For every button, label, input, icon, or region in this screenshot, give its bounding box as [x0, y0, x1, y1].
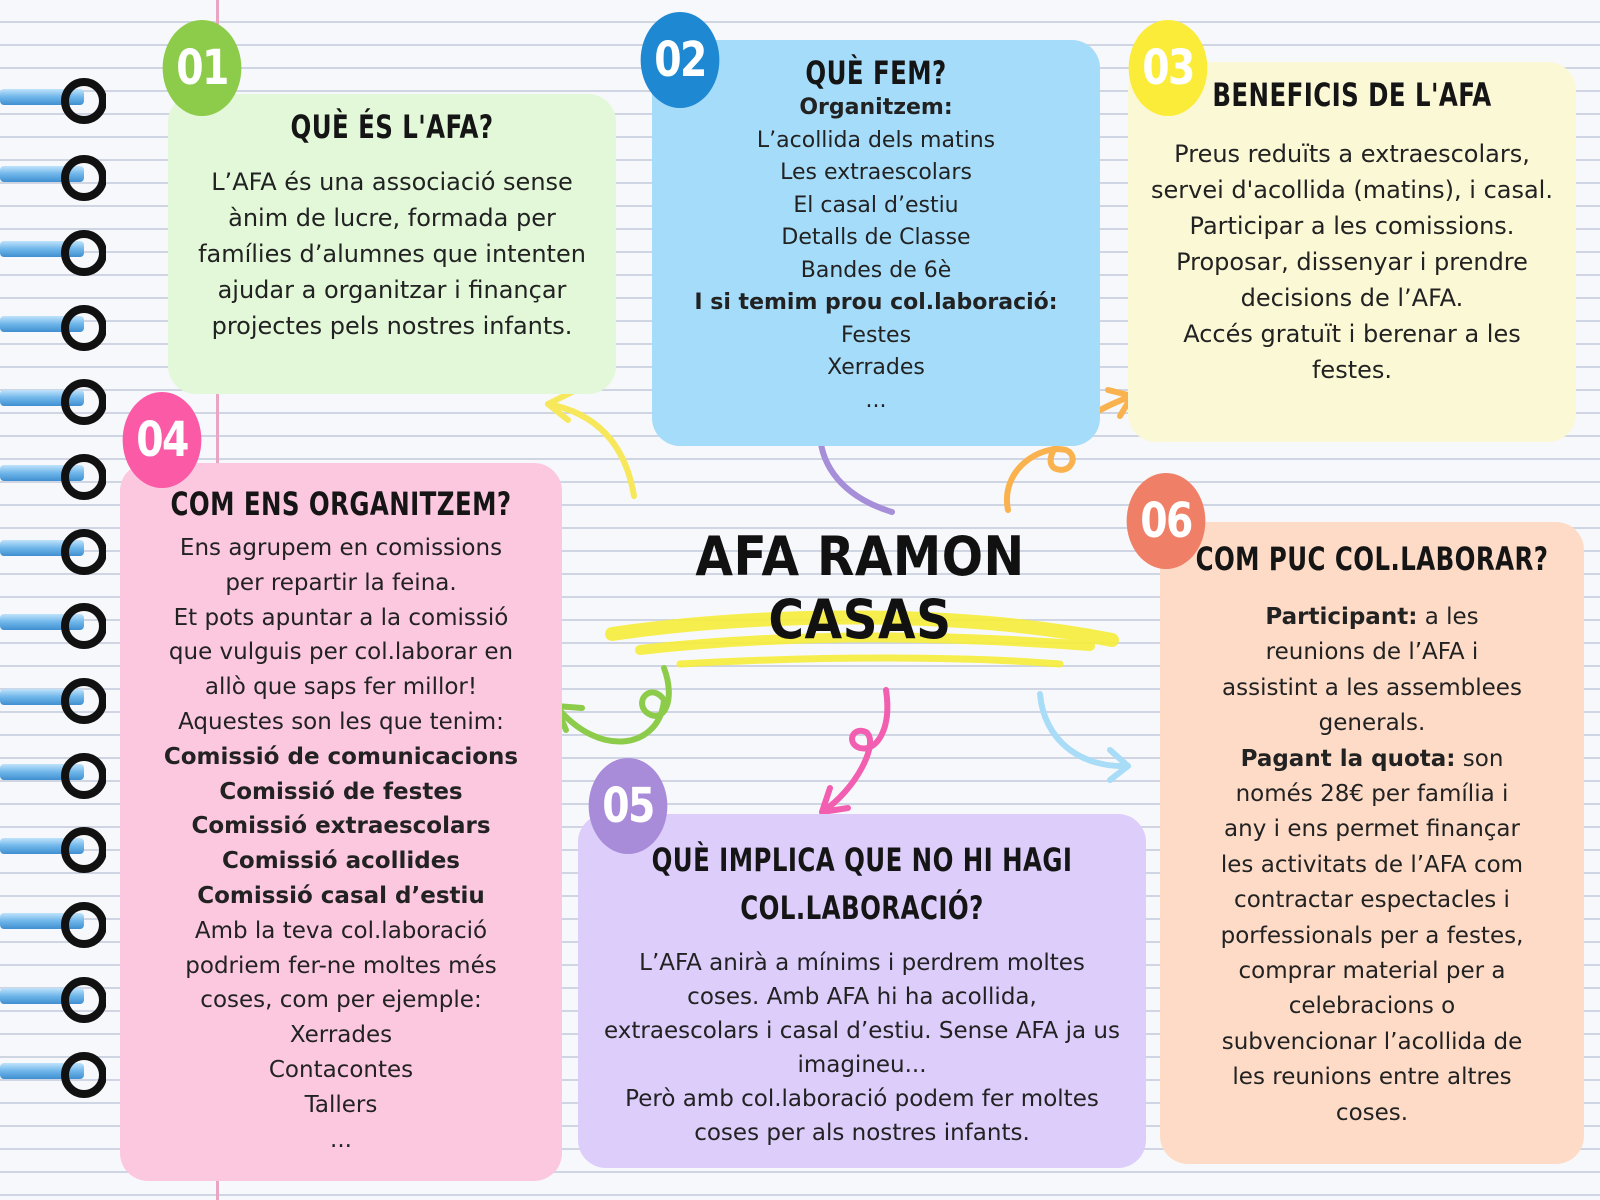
section-03-line: Preus reduïts a extraescolars,: [1174, 140, 1530, 168]
section-02-card: [652, 40, 1100, 446]
section-04-line: que vulguis per col.laborar en: [168, 639, 514, 666]
spiral-ring-icon: [0, 751, 106, 801]
section-05-line: L’AFA anirà a mínims i perdrem moltes: [639, 950, 1085, 976]
section-01-card: [168, 94, 616, 394]
section-02-title: QUÈ FEM?: [805, 54, 947, 92]
section-04-commission: Comissió acollides: [222, 848, 460, 875]
section-01-line: ànim de lucre, formada per: [228, 204, 556, 232]
section-03-line: Accés gratuït i berenar a les: [1183, 320, 1521, 348]
section-06-line: coses.: [1335, 1099, 1409, 1126]
section-03-body: [1128, 136, 1576, 388]
section-02-item: Les extraescolars: [780, 160, 972, 185]
section-01-body: [168, 164, 616, 344]
section-06-line: només 28€ per família i: [1235, 781, 1509, 808]
arrow-to-section-05: [822, 690, 887, 812]
section-03-line: decisions de l’AFA.: [1240, 284, 1464, 312]
section-05-title-line: COL.LABORACIÓ?: [740, 889, 984, 927]
section-05-line: imagineu...: [797, 1052, 927, 1078]
section-02-item: ...: [865, 387, 887, 413]
section-05-title-line: QUÈ IMPLICA QUE NO HI HAGI: [651, 841, 1073, 879]
section-01-line: famílies d’alumnes que intenten: [198, 240, 586, 268]
section-06-line: contractar espectacles i: [1234, 887, 1510, 914]
section-01-line: projectes pels nostres infants.: [211, 312, 573, 340]
section-01-line: ajudar a organitzar i finançar: [217, 276, 567, 304]
section-05-body: [578, 946, 1146, 1150]
section-06-line: comprar material per a: [1238, 958, 1506, 985]
spiral-ring-icon: [0, 676, 106, 726]
section-06-body: [1160, 600, 1584, 1131]
section-03-line: Participar a les comissions.: [1189, 212, 1515, 240]
section-06-line: reunions de l’AFA i: [1265, 639, 1479, 666]
section-06-line: generals.: [1318, 710, 1426, 737]
section-06-line: les reunions entre altres: [1232, 1064, 1512, 1091]
section-02-item: Festes: [840, 322, 912, 348]
spiral-ring-icon: [0, 377, 106, 427]
section-06-line: assistint a les assemblees: [1222, 674, 1522, 701]
section-01-title: QUÈ ÉS L'AFA?: [290, 108, 494, 146]
section-06-line: any i ens permet finançar: [1224, 816, 1520, 843]
section-02-item: Detalls de Classe: [781, 225, 971, 250]
section-04-line: Et pots apuntar a la comissió: [173, 604, 509, 631]
section-05-line: extraescolars i casal d’estiu. Sense AFA ja us: [604, 1018, 1120, 1044]
section-04-line: podriem fer-ne moltes més: [185, 952, 497, 979]
section-03-card: [1128, 62, 1576, 442]
section-04-line: Aquestes son les que tenim:: [178, 708, 504, 735]
spiral-ring-icon: [0, 527, 106, 577]
section-02-heading-organitzem: Organitzem:: [799, 95, 953, 120]
section-06-line: celebracions o: [1288, 993, 1456, 1020]
section-04-line: Amb la teva col.laboració: [194, 917, 488, 944]
section-03-number-badge: 03: [1129, 20, 1208, 116]
arrow-to-section-01: [548, 392, 634, 496]
main-title: AFA RAMON CASAS: [695, 525, 1025, 651]
section-04-line: Contacontes: [268, 1056, 414, 1083]
section-04-line: ...: [330, 1126, 352, 1153]
section-02-item: El casal d’estiu: [793, 192, 959, 218]
section-03-line: Proposar, dissenyar i prendre: [1176, 248, 1528, 276]
spiral-ring-icon: [0, 452, 106, 502]
section-04-body: [120, 531, 562, 1157]
spiral-ring-icon: [0, 303, 106, 353]
section-05-line: coses. Amb AFA hi ha acollida,: [687, 984, 1037, 1010]
section-03-line: servei d'acollida (matins), i casal.: [1151, 176, 1553, 204]
section-02-number-badge: 02: [641, 12, 720, 108]
section-05-line: Però amb col.laboració podem fer moltes: [625, 1086, 1099, 1112]
section-04-line: Tallers: [304, 1091, 378, 1118]
section-01-number-badge: 01: [163, 20, 242, 116]
section-04-commission: Comissió de comunicacions: [163, 743, 519, 770]
section-02-heading-collaboracio: I si temim prou col.laboració:: [694, 290, 1058, 315]
section-04-commission: Comissió de festes: [219, 778, 463, 805]
section-06-quota-line: Pagant la quota: son: [1240, 745, 1504, 772]
section-03-title: BENEFICIS DE L'AFA: [1212, 76, 1492, 114]
spiral-ring-icon: [0, 228, 106, 278]
spiral-ring-icon: [0, 1050, 106, 1100]
section-05-line: coses per als nostres infants.: [694, 1120, 1030, 1146]
section-06-participant-line: Participant: a les: [1265, 604, 1479, 630]
section-02-item: Xerrades: [827, 355, 925, 380]
section-06-title: COM PUC COL.LABORAR?: [1195, 540, 1549, 578]
section-04-card: [120, 463, 562, 1181]
section-04-commission: Comissió extraescolars: [191, 813, 491, 840]
spiral-ring-icon: [0, 153, 106, 203]
arrow-to-section-04: [556, 668, 669, 742]
section-06-card: [1160, 522, 1584, 1164]
section-04-line: coses, com per ejemple:: [200, 987, 482, 1014]
spiral-ring-icon: [0, 76, 106, 126]
section-05-card: [578, 814, 1146, 1168]
section-06-number-badge: 06: [1127, 473, 1206, 569]
section-04-line: allò que saps fer millor!: [204, 674, 478, 701]
section-02-item: L’acollida dels matins: [756, 127, 996, 153]
section-06-line: subvencionar l’acollida de: [1221, 1028, 1523, 1055]
spiral-ring-icon: [0, 825, 106, 875]
section-04-commission: Comissió casal d’estiu: [197, 882, 485, 909]
section-06-line: porfessionals per a festes,: [1220, 922, 1524, 949]
section-01-line: L’AFA és una associació sense: [211, 168, 573, 196]
section-03-line: festes.: [1311, 356, 1393, 384]
section-02-item: Bandes de 6è: [800, 257, 952, 283]
section-04-line: per repartir la feina.: [225, 569, 457, 596]
section-04-line: Ens agrupem en comissions: [179, 535, 503, 561]
section-04-line: Xerrades: [289, 1022, 393, 1049]
section-06-line: les activitats de l’AFA com: [1220, 851, 1524, 878]
spiral-ring-icon: [0, 601, 106, 651]
section-05-title: [621, 836, 1104, 932]
section-04-title: COM ENS ORGANITZEM?: [170, 485, 512, 523]
spiral-ring-icon: [0, 900, 106, 950]
arrow-to-section-06: [1040, 694, 1128, 780]
section-05-number-badge: 05: [589, 758, 668, 854]
spiral-ring-icon: [0, 975, 106, 1025]
section-04-number-badge: 04: [123, 392, 202, 488]
section-02-body: [652, 92, 1100, 417]
